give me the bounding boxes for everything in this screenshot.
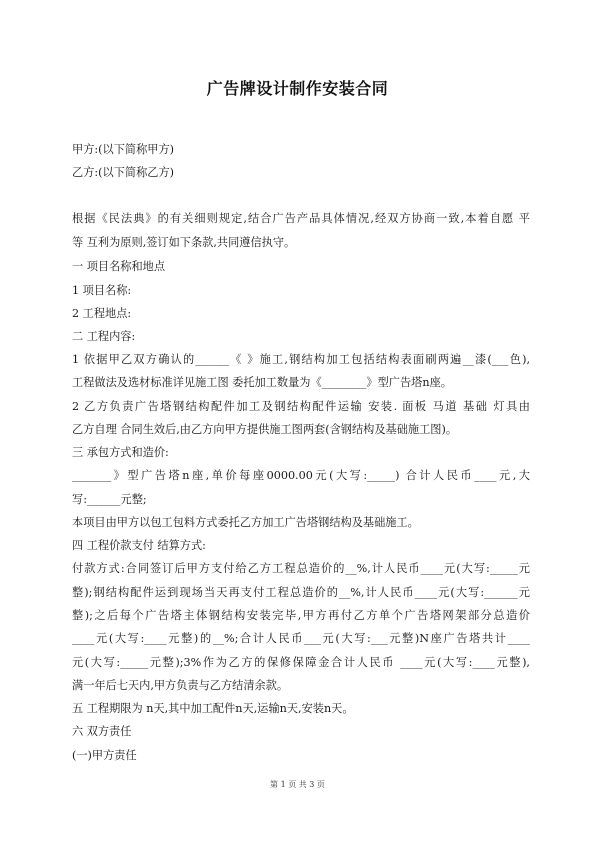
section-5-line: 五 工程期限为 n天,其中加工配件n天,运输n天,安装n天。 <box>72 702 354 715</box>
payment-line-4: ____元(大写:____元整)的__%;合计人民币___元(大写:___元整)N座广告塔共计____ <box>72 632 530 645</box>
section-3-heading: 三 承包方式和造价: <box>72 446 169 459</box>
preamble-line-1: 根据《民法典》的有关细则规定,结合广告产品具体情况,经双方协商一致,本着自愿 平 <box>72 212 530 225</box>
payment-line-6: 满一年后七天内,甲方负责与乙方结清余款。 <box>72 679 289 692</box>
project-location-line: 2 工程地点: <box>72 307 132 320</box>
work-content-line-2: 工程做法及选材标准详见施工图 委托加工数量为《________》型广告塔n座。 <box>72 376 452 389</box>
project-name-line: 1 项目名称: <box>72 284 132 297</box>
payment-line-3: 整);之后每个广告塔主体钢结构安装完毕,甲方再付乙方单个广告塔网架部分总造价 <box>72 609 530 622</box>
preamble-line-2: 等 互利为原则,签订如下条款,共同遵信执守。 <box>72 236 296 249</box>
payment-line-1: 付款方式:合同签订后甲方支付给乙方工程总造价的__%,计人民币____元(大写:_____元 <box>72 562 530 575</box>
section-1-heading: 一 项目名称和地点 <box>72 260 166 273</box>
pricing-line-1: _______》型广告塔n座,单价每座0000.00元(大写:_____) 合计人民币____元,大 <box>72 469 530 482</box>
section-4-heading: 四 工程价款支付 结算方式: <box>72 539 206 552</box>
payment-line-2: 整);钢结构配件运到现场当天再支付工程总造价的__%,计人民币____元(大写:______元 <box>72 586 530 599</box>
section-2-heading: 二 工程内容: <box>72 330 136 343</box>
section-6-heading: 六 双方责任 <box>72 725 132 738</box>
work-content-line-1: 1 依据甲乙双方确认的______《 》施工,钢结构加工包括结构表面刷两遍__漆(___色), <box>72 353 530 366</box>
party-a-line: 甲方:(以下简称甲方) <box>72 143 174 156</box>
party-b-line: 乙方:(以下简称乙方) <box>72 166 174 179</box>
party-a-duties-heading: (一)甲方责任 <box>72 749 137 762</box>
work-content-line-4: 乙方自理 合同生效后,由乙方向甲方提供施工图两套(含钢结构及基础施工图)。 <box>72 423 458 436</box>
pricing-line-3: 本项目由甲方以包工包料方式委托乙方加工广告塔钢结构及基础施工。 <box>72 516 419 529</box>
work-content-line-3: 2 乙方负责广告塔钢结构配件加工及钢结构配件运输 安装. 面板 马道 基础 灯具由 <box>72 400 530 413</box>
page-footer: 第 1 页 共 3 页 <box>270 780 325 789</box>
payment-line-5: 元(大写:_____元整);3%作为乙方的保修保障金合计人民币 ____元(大写:____元整), <box>72 656 530 669</box>
pricing-line-2: 写:______元整; <box>72 493 147 506</box>
document-title: 广告牌设计制作安装合同 <box>206 79 389 98</box>
